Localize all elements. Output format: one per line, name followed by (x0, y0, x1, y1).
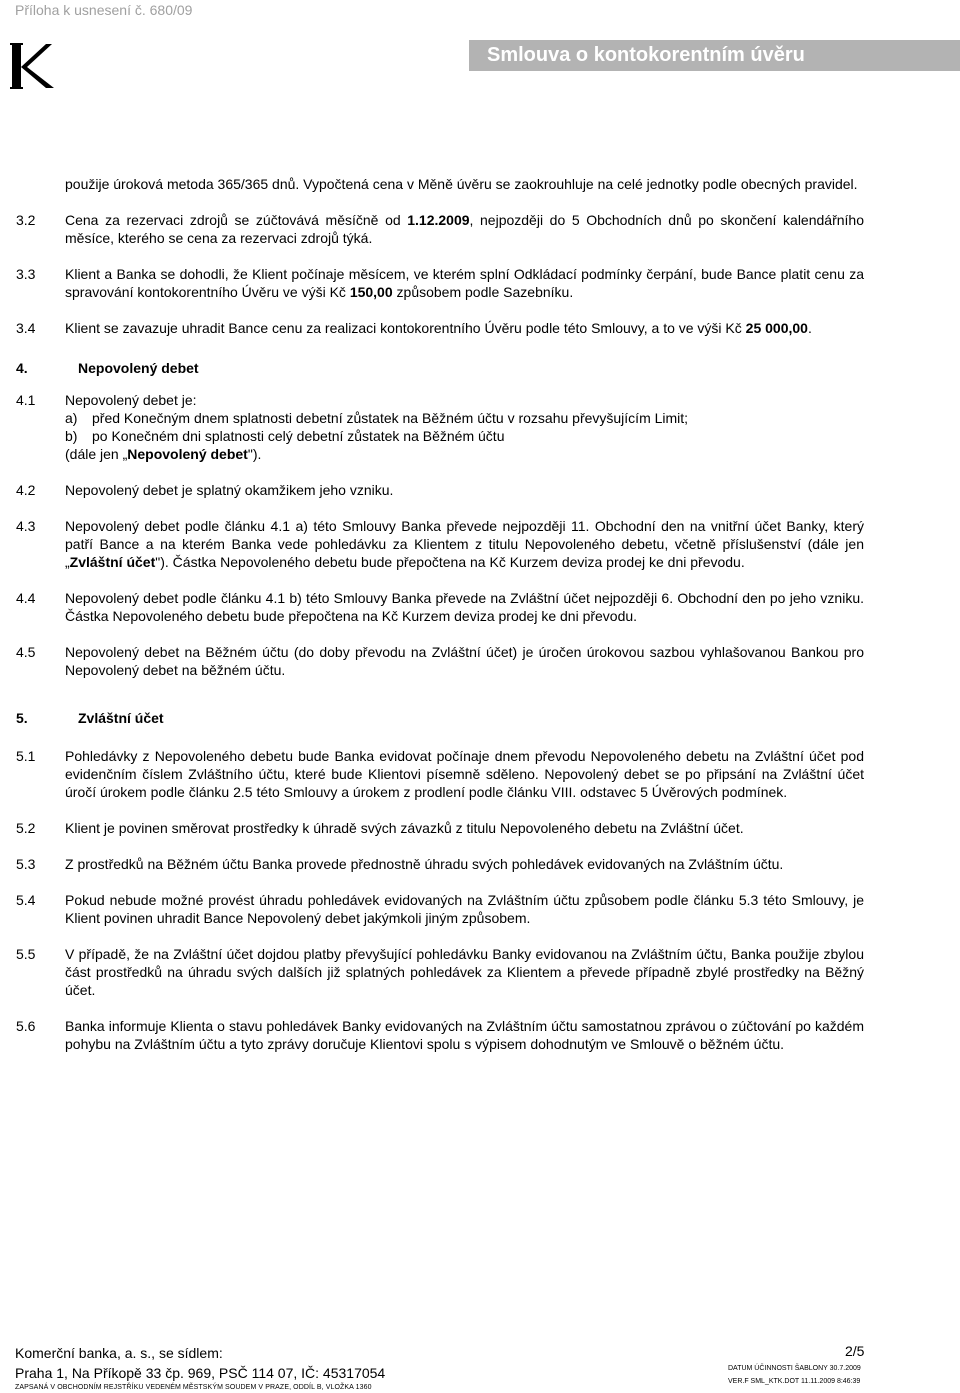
paragraph-number: 4.2 (16, 482, 36, 498)
definition-note: (dále jen „Nepovolený debet"). (65, 446, 262, 462)
kb-logo-icon (8, 40, 56, 92)
paragraph-4-5: 4.5 Nepovolený debet na Běžném účtu (do doby převodu na Zvláštní účet) je úročen úrokovou sazbou vyhlašovanou Bankou pro Nepovolený debet na běžném účtu. (16, 644, 864, 678)
paragraph-number: 5.6 (16, 1018, 36, 1034)
paragraph-number: 5.3 (16, 856, 36, 872)
document-title: Smlouva o kontokorentním úvěru (469, 40, 960, 71)
footer-template-info: DATUM ÚČINNOSTI ŠABLONY 30.7.2009 VER.F SML_KTK.DOT 11.11.2009 8:46:39 (728, 1365, 861, 1385)
paragraph-number: 5.4 (16, 892, 36, 908)
paragraph-number: 3.2 (16, 212, 36, 228)
paragraph-3-4: 3.4 Klient se zavazuje uhradit Bance cenu za realizaci kontokorentního Úvěru podle této Smlouvy, a to ve výši Kč 25 000,00. (16, 320, 812, 336)
paragraph-number: 4.1 (16, 392, 36, 408)
document-body (16, 175, 864, 1071)
paragraph-3-2: 3.2 Cena za rezervaci zdrojů se zúčtovává měsíčně od 1.12.2009, nejpozději do 5 Obchodních dnů po skončení kalendářního měsíce, kterého se cena za rezervaci zdrojů týká. (16, 212, 864, 246)
paragraph-number: 5.2 (16, 820, 36, 836)
paragraph-3-3: 3.3 Klient a Banka se dohodli, že Klient počínaje měsícem, ve kterém splní Odkládací podmínky čerpání, bude Bance platit cenu za spravování kontokorentního Úvěru ve výši Kč 150,00 způsobem podle Sazebníku. (16, 266, 864, 300)
paragraph-5-6: 5.6 Banka informuje Klienta o stavu pohledávek Banky evidovaných na Zvláštním účtu samostatnou zprávou o zúčtování po každém pohybu na Zvláštním účtu a tyto zprávy doručuje Klientovi spolu s výpisem dohodnutým ve Smlouvě o běžném účtu. (16, 1018, 864, 1052)
annex-note: Příloha k usnesení č. 680/09 (15, 2, 193, 18)
paragraph-5-5: 5.5 V případě, že na Zvláštní účet dojdou platby převyšující pohledávku Banky evidovanou na Zvláštním účtu, Banka použije zbylou část prostředků na úhradu svých dalších již splatných pohledávek za Klientem a převede případně zbylé prostředky na Běžný účet. (16, 946, 864, 998)
paragraph-4-1: 4.1 Nepovolený debet je: a) před Konečným dnem splatnosti debetní zůstatek na Běžném účtu v rozsahu převyšujícím Limit; b) po Konečném dni splatnosti celý debetní zůstatek na Běžném účtu (dále jen „Nepovolený debet"). (16, 391, 864, 463)
section-heading-5: 5. Zvláštní účet (16, 710, 164, 726)
paragraph-5-3: 5.3 Z prostředků na Běžném účtu Banka provede přednostně úhradu svých pohledávek evidovaných na Zvláštním účtu. (16, 856, 784, 872)
list-item-a: a) před Konečným dnem splatnosti debetní zůstatek na Běžném účtu v rozsahu převyšujícím Limit; (65, 410, 689, 426)
paragraph-4-4: 4.4 Nepovolený debet podle článku 4.1 b) této Smlouvy Banka převede na Zvláštní účet nejpozději 6. Obchodní den po jeho vzniku. Částka Nepovoleného debetu bude přepočtena na Kč Kurzem deviza prodej ke dni převodu. (16, 590, 864, 624)
paragraph-number: 5.5 (16, 946, 36, 962)
paragraph-number: 5.1 (16, 748, 36, 764)
paragraph-4-2: 4.2 Nepovolený debet je splatný okamžikem jeho vzniku. (16, 482, 394, 498)
paragraph-5-1: 5.1 Pohledávky z Nepovoleného debetu bude Banka evidovat počínaje dnem převodu Nepovoleného debetu na Zvláštní účet pod evidenčním číslem Zvláštního účtu, které bude Klientovi písemně sděleno. Nepovolený debet se po připsání na Zvláštní účet úročí úrokem podle článku 2.5 této Smlouvy a úrokem z prodlení podle článku VIII. odstavec 5 Úvěrových podmínek. (16, 748, 864, 800)
footer-company-info: Komerční banka, a. s., se sídlem: Praha 1, Na Příkopě 33 čp. 969, PSČ 114 07, IČ: 45317054 ZAPSANÁ V OBCHODNÍM REJSTŘÍKU VEDENÉM MĚSTSKÝM SOUDEM V PRAZE, ODDÍL B, VLOŽKA 1360 (15, 1345, 386, 1391)
paragraph-number: 3.4 (16, 320, 36, 336)
paragraph-4-3: 4.3 Nepovolený debet podle článku 4.1 a) této Smlouvy Banka převede nejpozději 11. Obchodní den na vnitřní účet Banky, který patří Bance a na kterém Banka vede pohledávku za Klientem z titulu Nepovoleného debetu, včetně příslušenství (dále jen „Zvláštní účet"). Částka Nepovoleného debetu bude přepočtena na Kč Kurzem deviza prodej ke dni převodu. (16, 518, 864, 570)
paragraph-number: 4.4 (16, 590, 36, 606)
paragraph-5-4: 5.4 Pokud nebude možné provést úhradu pohledávek evidovaných na Zvláštním účtu způsobem podle článku 5.3 této Smlouvy, je Klient povinen uhradit Bance Nepovolený debet jakýmkoli jiným způsobem. (16, 892, 864, 926)
list-item-b: b) po Konečném dni splatnosti celý debetní zůstatek na Běžném účtu (65, 428, 505, 444)
paragraph-3-1-continued: použije úroková metoda 365/365 dnů. Vypočtená cena v Měně úvěru se zaokrouhluje na celé jednotky podle obecných pravidel. (65, 176, 858, 192)
paragraph-number: 3.3 (16, 266, 36, 282)
paragraph-number: 4.3 (16, 518, 36, 534)
section-heading-4: 4. Nepovolený debet (16, 360, 199, 376)
page-number: 2/5 (845, 1343, 865, 1359)
paragraph-5-2: 5.2 Klient je povinen směrovat prostředky k úhradě svých závazků z titulu Nepovoleného debetu na Zvláštní účet. (16, 820, 744, 836)
paragraph-number: 4.5 (16, 644, 36, 660)
